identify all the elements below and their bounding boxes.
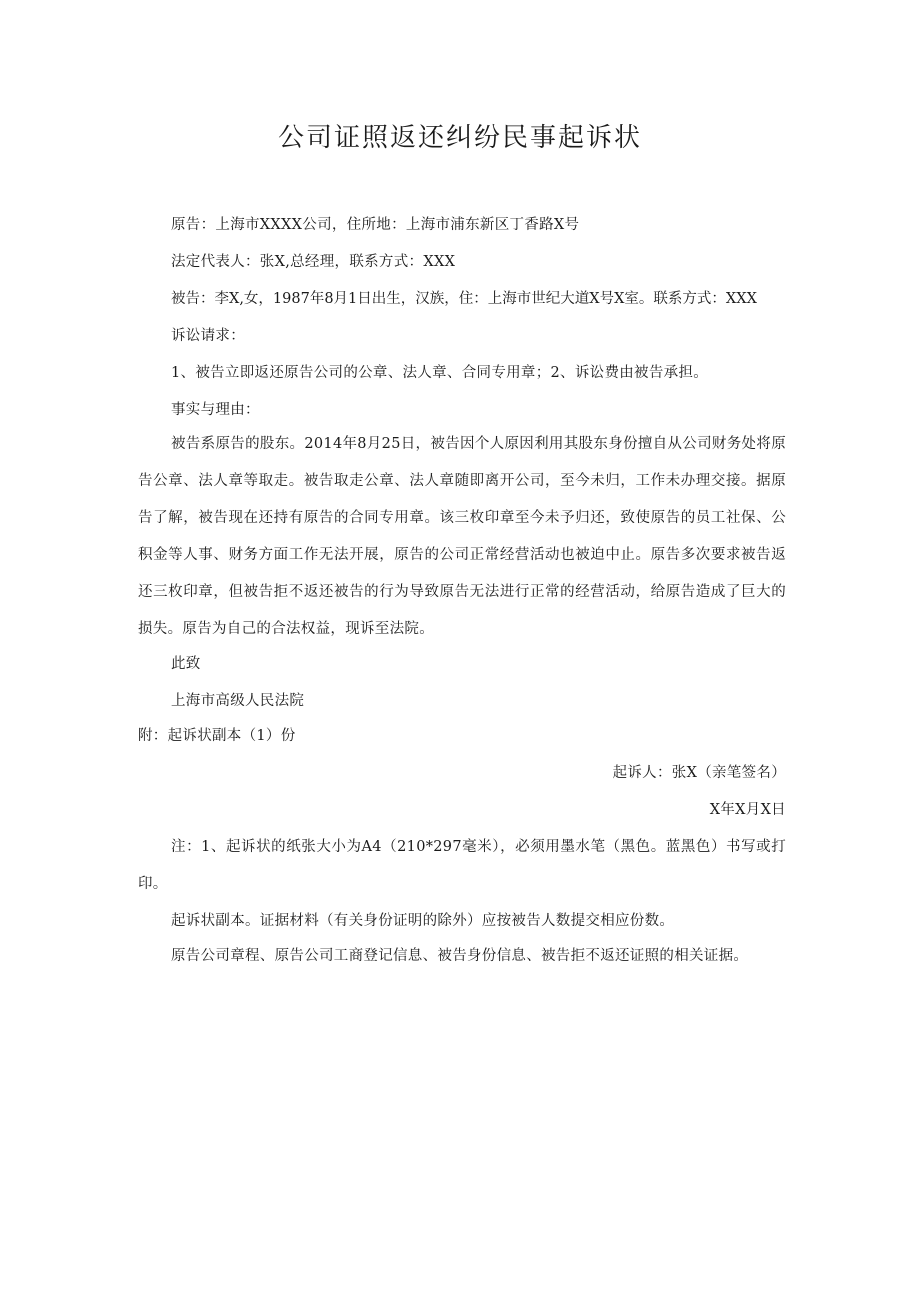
signer-line: 起诉人：张X（亲笔签名） bbox=[612, 765, 786, 781]
facts-heading: 事实与理由： bbox=[171, 402, 260, 418]
attachment-line: 附：起诉状副本（1）份 bbox=[138, 728, 296, 744]
date-line: X年X月X日 bbox=[709, 802, 786, 818]
document-title: 公司证照返还纠纷民事起诉状 bbox=[277, 123, 642, 153]
note-1: 注：1、起诉状的纸张大小为A4（210*297毫米），必须用墨水笔（黑色。蓝黑色）书写或打印。 bbox=[138, 839, 786, 892]
claims-text: 1、被告立即返还原告公司的公章、法人章、合同专用章；2、诉讼费由被告承担。 bbox=[171, 365, 709, 381]
note-3: 原告公司章程、原告公司工商登记信息、被告身份信息、被告拒不返还证照的相关证据。 bbox=[171, 948, 749, 964]
claims-heading: 诉讼请求： bbox=[171, 328, 245, 344]
facts-text: 被告系原告的股东。2014年8月25日，被告因个人原因利用其股东身份擅自从公司财务处将原告公章、法人章等取走。被告取走公章、法人章随即离开公司，至今未归，工作未办理交接。据原告了解，被告现在还持有原告的合同专用章。该三枚印章至今未予归还，致使原告的员工社保、公积金等人事、财务方面工作无法开展，原告的公司正常经营活动也被迫中止。原告多次要求被告返还三枚印章，但被告拒不返还被告的行为导致原告无法进行正常的经营活动，给原告造成了巨大的损失。原告为自己的合法权益，现诉至法院。 bbox=[138, 436, 786, 637]
salutation: 此致 bbox=[171, 656, 201, 672]
defendant-line: 被告：李X,女，1987年8月1日出生，汉族，住：上海市世纪大道X号X室。联系方式：XXX bbox=[171, 291, 757, 307]
court-name: 上海市高级人民法院 bbox=[171, 693, 305, 709]
legal-representative-line: 法定代表人：张X,总经理，联系方式：XXX bbox=[171, 254, 456, 270]
plaintiff-line: 原告：上海市XXXX公司，住所地：上海市浦东新区丁香路X号 bbox=[171, 217, 580, 233]
note-2: 起诉状副本。证据材料（有关身份证明的除外）应按被告人数提交相应份数。 bbox=[171, 913, 675, 929]
